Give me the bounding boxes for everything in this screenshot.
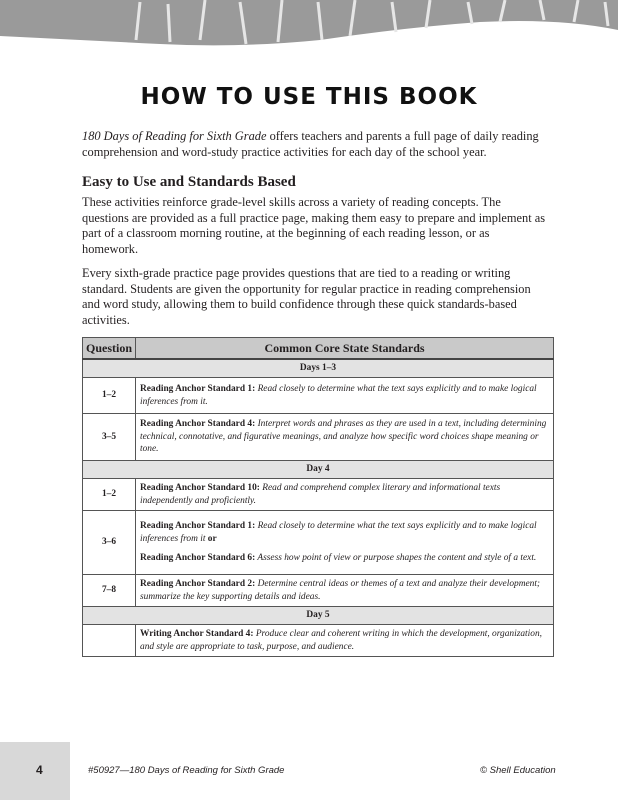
book-title: 180 Days of Reading for Sixth Grade bbox=[82, 129, 267, 143]
day-group-row bbox=[83, 461, 554, 479]
or-connector: or bbox=[205, 533, 217, 544]
question-range: 3–5 bbox=[83, 414, 136, 461]
intro-text: offers teachers and parents a full page of daily reading comprehension and word-study practice activities for each day of the school year. bbox=[82, 129, 539, 159]
footer-publisher: © Shell Education bbox=[480, 765, 556, 776]
standard-text: Produce clear and coherent writing in which the development, organization, and style are appropriate to task, purpose, and audience. bbox=[140, 629, 542, 652]
question-range: 1–2 bbox=[83, 479, 136, 511]
decorative-banner bbox=[0, 0, 618, 48]
table-row bbox=[83, 479, 554, 511]
question-range: 7–8 bbox=[83, 575, 136, 607]
standard-text: Determine central ideas or themes of a text and analyze their development; summarize the key supporting details and ideas. bbox=[140, 579, 541, 602]
section-heading: Easy to Use and Standards Based bbox=[82, 174, 296, 190]
standard-text: Read and comprehend complex literary and informational texts independently and proficiently. bbox=[140, 483, 501, 506]
standard-name: Writing Anchor Standard 4: bbox=[140, 629, 254, 639]
table-row bbox=[83, 414, 554, 461]
standard-name: Reading Anchor Standard 2: bbox=[140, 579, 256, 589]
question-range bbox=[83, 625, 136, 657]
page-title: HOW TO USE THIS BOOK bbox=[140, 84, 478, 110]
page-number: 4 bbox=[36, 763, 43, 777]
standard-name: Reading Anchor Standard 6: bbox=[140, 553, 256, 564]
footer-tab bbox=[0, 742, 70, 800]
standard-text: Read closely to determine what the text says explicitly and to make logical inferences from it. bbox=[140, 384, 537, 407]
standard-name: Reading Anchor Standard 4: bbox=[140, 419, 256, 430]
question-range: 3–6 bbox=[83, 511, 136, 575]
standard-cell bbox=[136, 479, 554, 511]
body-paragraph-2: Every sixth-grade practice page provides questions that are tied to a reading or writing standard. Students are given the opportunity for regular practice in reading comprehension and word study, allowing them to build confidence through these quick standards-based activities. bbox=[82, 266, 531, 327]
standard-name: Reading Anchor Standard 10: bbox=[140, 483, 260, 493]
body-paragraph-1: These activities reinforce grade-level skills across a variety of reading concepts. The questions are provided as a full practice page, making them easy to prepare and implement as part of a classroom morning routine, at the beginning of each reading lesson, or as homework. bbox=[82, 195, 546, 256]
table-row bbox=[83, 511, 554, 575]
day-group-row bbox=[83, 359, 554, 378]
intro-paragraph bbox=[82, 128, 542, 160]
standard-cell bbox=[136, 575, 554, 607]
standard-text: Interpret words and phrases as they are used in a text, including determining technical, connotative, and figurative meanings, and analyze how specific word choices shape meaning or tone. bbox=[140, 419, 547, 455]
standard-text: Assess how point of view or purpose shapes the content and style of a text. bbox=[255, 553, 537, 564]
table-row bbox=[83, 625, 554, 657]
table-header bbox=[83, 338, 554, 360]
day-label: Days 1–3 bbox=[83, 359, 554, 378]
standard-name: Reading Anchor Standard 1: bbox=[140, 521, 256, 532]
question-range: 1–2 bbox=[83, 378, 136, 414]
column-header-standards: Common Core State Standards bbox=[136, 338, 554, 360]
day-group-row bbox=[83, 607, 554, 625]
standard-cell bbox=[136, 625, 554, 657]
footer-book-reference: #50927—180 Days of Reading for Sixth Grade bbox=[88, 765, 285, 776]
standard-cell bbox=[136, 378, 554, 414]
standard-cell bbox=[136, 414, 554, 461]
standard-cell bbox=[136, 511, 554, 575]
day-label: Day 5 bbox=[83, 607, 554, 625]
table-row bbox=[83, 378, 554, 414]
standards-table bbox=[82, 337, 554, 657]
table-row bbox=[83, 575, 554, 607]
standard-text: Read closely to determine what the text says explicitly and to make logical inferences from it bbox=[140, 521, 537, 544]
day-label: Day 4 bbox=[83, 461, 554, 479]
column-header-question: Question bbox=[83, 338, 136, 360]
standard-name: Reading Anchor Standard 1: bbox=[140, 384, 256, 394]
